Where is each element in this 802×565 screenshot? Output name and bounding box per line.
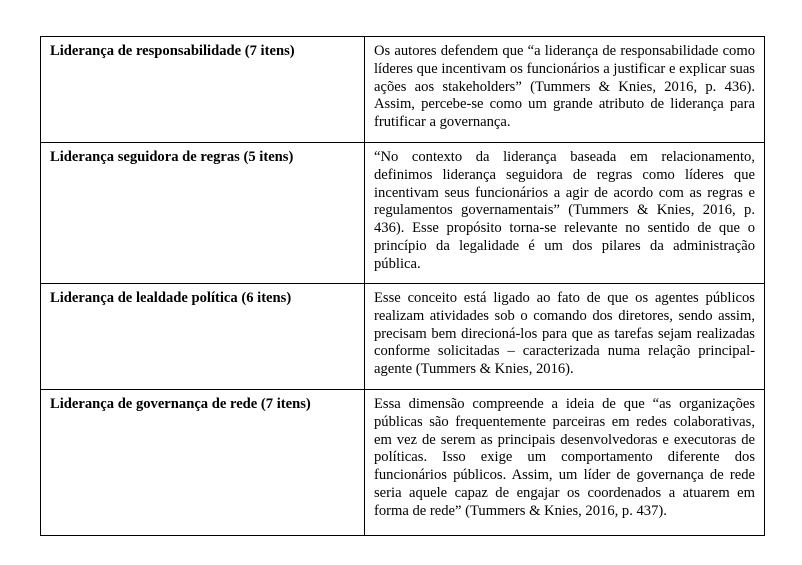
term-label: Liderança de lealdade política (6 itens) [50,290,292,306]
term-label: Liderança de governança de rede (7 itens) [50,396,311,412]
definition-cell [365,143,765,284]
definition-text: Os autores defendem que “a liderança de responsabilidade como líderes que incentivam os funcionários a justificar e explicar suas ações aos stakeholders” (Tummers & Knies, 2016, p. 436). Assim, percebe-se como um grande atributo de liderança para frutificar a governança. [374,43,755,131]
table-row [41,284,765,390]
definition-text: “No contexto da liderança baseada em relacionamento, definimos liderança seguidora de regras como líderes que incentivam seus funcionários a agir de acordo com as regras e regulamentos governamentais” (Tummers & Knies, 2016, p. 436). Esse propósito torna-se relevante no sentido de que o princípio da legalidade é um dos pilares da administração pública. [374,149,755,272]
term-cell [41,390,365,536]
definition-cell [365,284,765,390]
table-row [41,37,765,143]
term-label: Liderança de responsabilidade (7 itens) [50,43,295,59]
definition-text: Essa dimensão compreende a ideia de que “as organizações públicas são frequentemente parceiras em redes colaborativas, em vez de serem as principais desenvolvedoras e executoras de políticas. Isso exige um comportamento diferente dos funcionários públicos. Assim, um líder de governança de rede seria aquele capaz de engajar os coordenados a atuarem em forma de rede” (Tummers & Knies, 2016, p. 437). [374,396,755,519]
table-row [41,390,765,536]
definition-cell [365,37,765,143]
definition-text: Esse conceito está ligado ao fato de que os agentes públicos realizam atividades sob o comando dos diretores, sendo assim, precisam bem direcioná-los para que as tarefas sejam realizadas conforme solicitadas – caracterizada numa relação principal-agente (Tummers & Knies, 2016). [374,290,755,378]
term-cell [41,143,365,284]
term-cell [41,284,365,390]
leadership-dimensions-table [40,36,765,536]
term-cell [41,37,365,143]
term-label: Liderança seguidora de regras (5 itens) [50,149,294,165]
table-row [41,143,765,284]
definition-cell [365,390,765,536]
